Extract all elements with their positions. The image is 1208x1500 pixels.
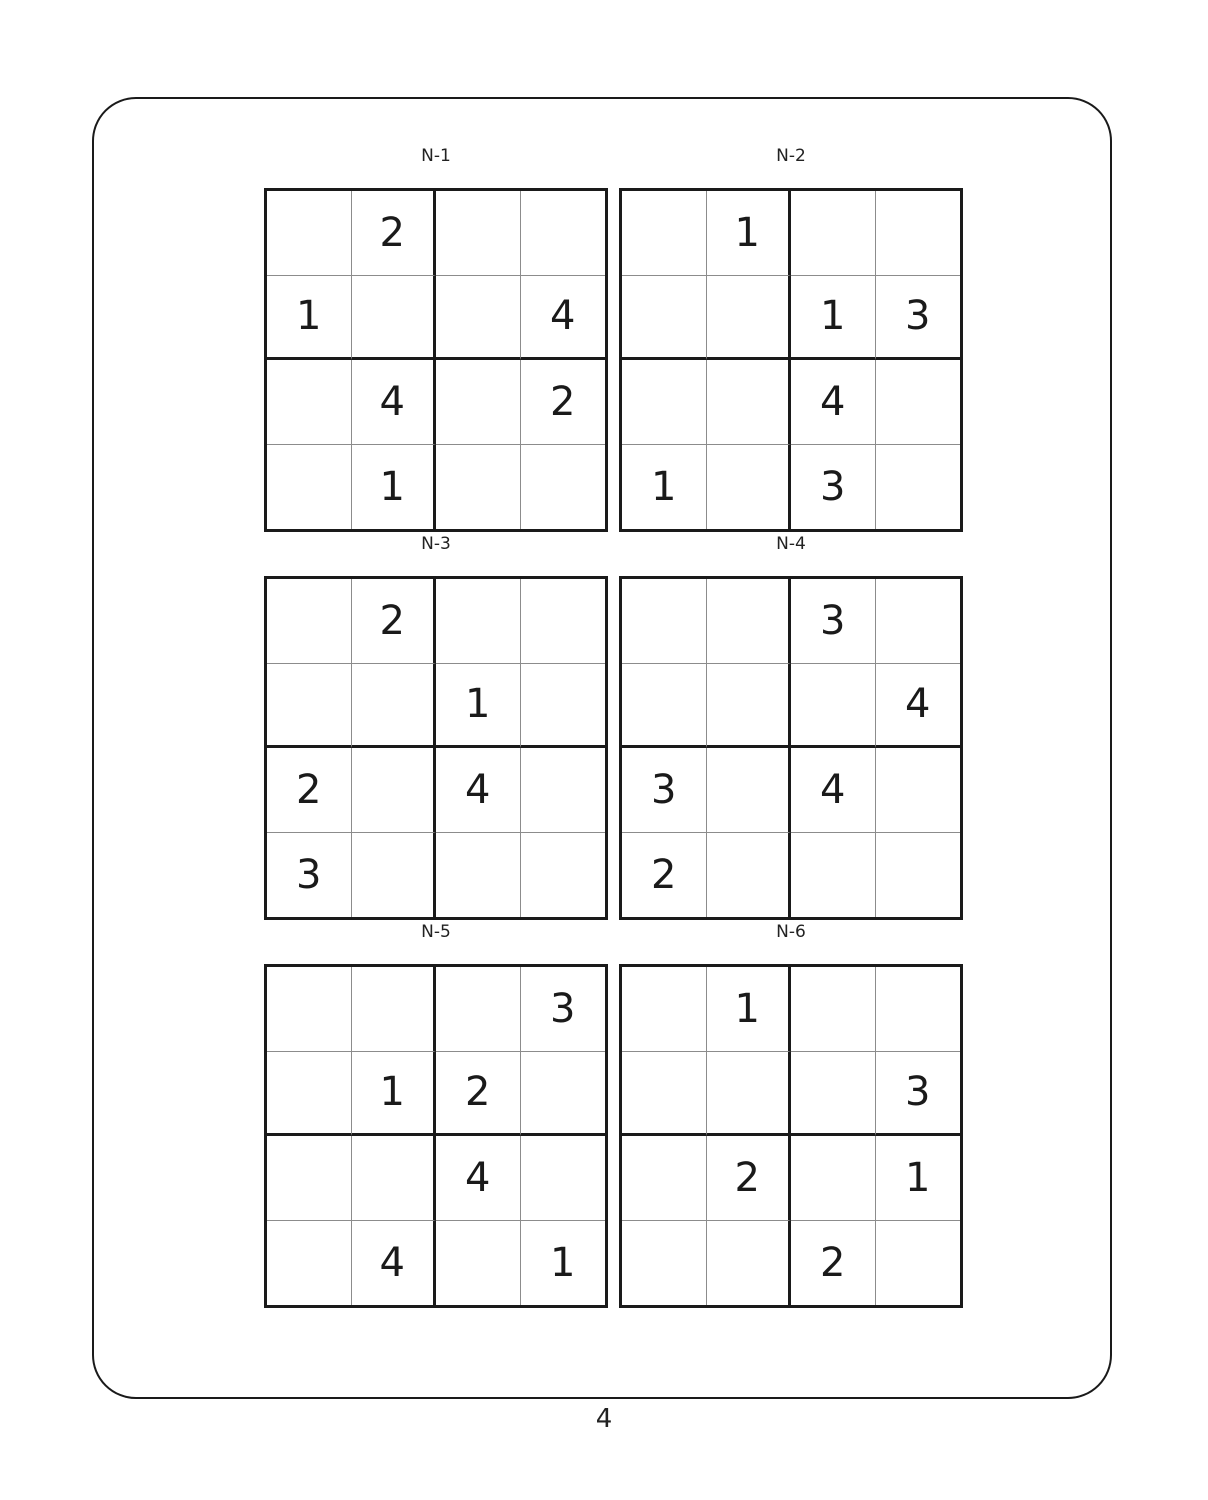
grid-cell — [876, 1221, 961, 1306]
grid-cell — [521, 664, 606, 749]
sudoku-grid — [264, 964, 608, 1308]
grid-cell: 3 — [876, 276, 961, 361]
grid-cell: 2 — [352, 191, 437, 276]
grid-cell — [707, 833, 792, 918]
grid-cell — [707, 360, 792, 445]
grid-cell — [521, 579, 606, 664]
grid-cell — [436, 579, 521, 664]
grid-cell: 1 — [791, 276, 876, 361]
grid-cell — [876, 748, 961, 833]
grid-cell: 3 — [791, 445, 876, 530]
puzzle-title: N-4 — [776, 534, 806, 554]
sudoku-grid — [619, 964, 963, 1308]
grid-cell — [876, 445, 961, 530]
grid-cell — [267, 1136, 352, 1221]
puzzle-title: N-6 — [776, 922, 806, 942]
grid-cell: 4 — [352, 360, 437, 445]
grid-cell — [521, 445, 606, 530]
grid-cell — [521, 1136, 606, 1221]
grid-cell — [707, 1221, 792, 1306]
grid-cell — [707, 579, 792, 664]
grid-cell — [436, 1221, 521, 1306]
grid-cell: 3 — [791, 579, 876, 664]
grid-cell — [791, 1136, 876, 1221]
grid-cell — [267, 1052, 352, 1137]
sudoku-puzzle — [619, 534, 963, 920]
sudoku-puzzle — [264, 534, 608, 920]
grid-cell — [521, 191, 606, 276]
grid-cell: 4 — [436, 748, 521, 833]
grid-cell: 1 — [707, 191, 792, 276]
grid-cell — [622, 967, 707, 1052]
grid-cell: 3 — [267, 833, 352, 918]
grid-cell — [436, 191, 521, 276]
grid-cell — [876, 579, 961, 664]
grid-cell — [876, 191, 961, 276]
grid-cell — [436, 445, 521, 530]
puzzle-title: N-3 — [421, 534, 451, 554]
grid-cell: 2 — [267, 748, 352, 833]
grid-cell — [352, 1136, 437, 1221]
grid-cell: 2 — [707, 1136, 792, 1221]
grid-cell — [267, 1221, 352, 1306]
grid-cell — [521, 833, 606, 918]
grid-cell — [267, 664, 352, 749]
grid-cell: 2 — [436, 1052, 521, 1137]
grid-cell: 4 — [521, 276, 606, 361]
grid-cell — [436, 360, 521, 445]
grid-cell: 4 — [791, 360, 876, 445]
grid-cell — [707, 276, 792, 361]
grid-cell — [622, 360, 707, 445]
grid-cell: 1 — [352, 445, 437, 530]
sudoku-grid — [264, 188, 608, 532]
grid-cell — [707, 445, 792, 530]
grid-cell — [436, 276, 521, 361]
grid-cell — [521, 748, 606, 833]
page-number: 4 — [595, 1404, 613, 1434]
grid-cell: 2 — [622, 833, 707, 918]
grid-cell — [791, 833, 876, 918]
puzzle-title: N-2 — [776, 146, 806, 166]
grid-cell — [352, 967, 437, 1052]
grid-cell — [622, 1221, 707, 1306]
grid-cell: 4 — [352, 1221, 437, 1306]
sudoku-grid — [619, 576, 963, 920]
puzzle-title: N-5 — [421, 922, 451, 942]
grid-cell: 2 — [791, 1221, 876, 1306]
grid-cell: 1 — [550, 1239, 576, 1286]
grid-cell — [267, 445, 352, 530]
grid-cell — [622, 1052, 707, 1137]
grid-cell — [876, 967, 961, 1052]
grid-cell: 1 — [267, 276, 352, 361]
grid-cell — [622, 276, 707, 361]
grid-cell: 1 — [876, 1136, 961, 1221]
grid-cell — [267, 579, 352, 664]
sudoku-puzzle — [619, 146, 963, 532]
grid-cell: 1 — [707, 967, 792, 1052]
grid-cell — [436, 967, 521, 1052]
grid-cell — [622, 579, 707, 664]
grid-cell — [876, 360, 961, 445]
grid-cell — [352, 276, 437, 361]
grid-cell: 2 — [352, 579, 437, 664]
grid-cell — [521, 1052, 606, 1137]
grid-cell: 2 — [521, 360, 606, 445]
sudoku-puzzle — [264, 146, 608, 532]
puzzle-title: N-1 — [421, 146, 451, 166]
sudoku-grid — [619, 188, 963, 532]
grid-cell: 4 — [876, 664, 961, 749]
grid-cell: 4 — [791, 748, 876, 833]
grid-cell — [791, 1052, 876, 1137]
grid-cell — [791, 191, 876, 276]
grid-cell — [622, 1136, 707, 1221]
grid-cell: 3 — [622, 748, 707, 833]
grid-cell: 3 — [876, 1052, 961, 1137]
grid-cell — [707, 664, 792, 749]
grid-cell — [707, 748, 792, 833]
grid-cell: 4 — [436, 1136, 521, 1221]
grid-cell — [791, 967, 876, 1052]
grid-cell — [622, 191, 707, 276]
grid-cell — [267, 967, 352, 1052]
grid-cell: 1 — [436, 664, 521, 749]
grid-cell — [622, 664, 707, 749]
grid-cell — [352, 748, 437, 833]
grid-cell: 3 — [521, 967, 606, 1052]
grid-cell — [436, 833, 521, 918]
grid-cell — [876, 833, 961, 918]
grid-cell — [352, 833, 437, 918]
grid-cell — [707, 1052, 792, 1137]
grid-cell: 1 — [622, 445, 707, 530]
sudoku-grid — [264, 576, 608, 920]
grid-cell — [267, 191, 352, 276]
grid-cell: 1 — [352, 1052, 437, 1137]
grid-cell — [791, 664, 876, 749]
sudoku-puzzle — [619, 922, 963, 1308]
grid-cell — [352, 664, 437, 749]
sudoku-puzzle — [264, 922, 608, 1308]
grid-cell — [267, 360, 352, 445]
